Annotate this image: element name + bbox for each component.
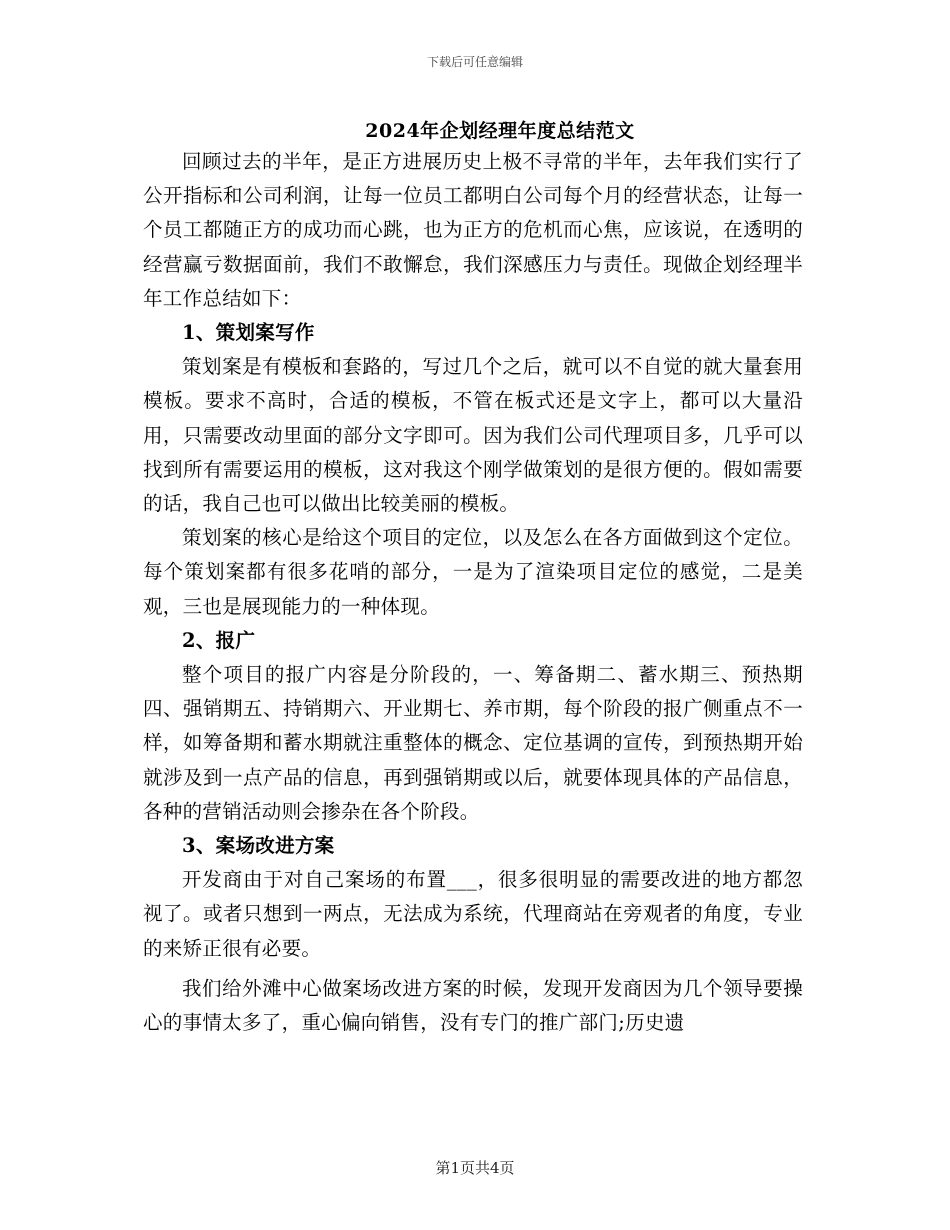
document-title: 2024年企划经理年度总结范文 (365, 120, 635, 142)
intro-paragraph: 回顾过去的半年，是正方进展历史上极不寻常的半年，去年我们实行了公开指标和公司利润，让每一位员工都明白公司每个月的经营状态，让每一个员工都随正方的成功而心跳，也为正方的危机而心焦，应该说，在透明的经营赢亏数据面前，我们不敢懈怠，我们深感压力与责任。现做企划经理半年工作总结如下： (143, 150, 803, 310)
page-number-footer: 第1页共4页 (435, 1159, 515, 1177)
body-paragraph: 我们给外滩中心做案场改进方案的时候，发现开发商因为几个领导要操心的事情太多了，重心偏向销售，没有专门的推广部门;历史遗 (143, 976, 803, 1035)
section-heading-proposal-writing: 1、策划案写作 (182, 321, 315, 345)
body-paragraph: 整个项目的报广内容是分阶段的，一、筹备期二、蓄水期三、预热期四、强销期五、持销期六、开业期七、养市期，每个阶段的报广侧重点不一样，如筹备期和蓄水期就注重整体的概念、定位基调的宣传，到预热期开始就涉及到一点产品的信息，再到强销期或以后，就要体现具体的产品信息，各种的营销活动则会掺杂在各个阶段。 (143, 663, 803, 823)
section-heading-newspaper-ads: 2、报广 (182, 628, 256, 652)
document-body (143, 145, 803, 1040)
body-paragraph: 策划案的核心是给这个项目的定位，以及怎么在各方面做到这个定位。每个策划案都有很多花哨的部分，一是为了渲染项目定位的感觉，二是美观，三也是展现能力的一种体现。 (143, 526, 803, 618)
body-paragraph: 开发商由于对自己案场的布置___，很多很明显的需要改进的地方都忽视了。或者只想到一两点，无法成为系统，代理商站在旁观者的角度，专业的来矫正很有必要。 (143, 868, 803, 960)
section-heading-sales-site-improvement: 3、案场改进方案 (182, 834, 335, 858)
page-header-note: 下载后可任意编辑 (426, 55, 523, 69)
body-paragraph: 策划案是有模板和套路的，写过几个之后，就可以不自觉的就大量套用模板。要求不高时，合适的模板，不管在板式还是文字上，都可以大量沿用，只需要改动里面的部分文字即可。因为我们公司代理项目多，几乎可以找到所有需要运用的模板，这对我这个刚学做策划的是很方便的。假如需要的话，我自己也可以做出比较美丽的模板。 (143, 355, 803, 516)
